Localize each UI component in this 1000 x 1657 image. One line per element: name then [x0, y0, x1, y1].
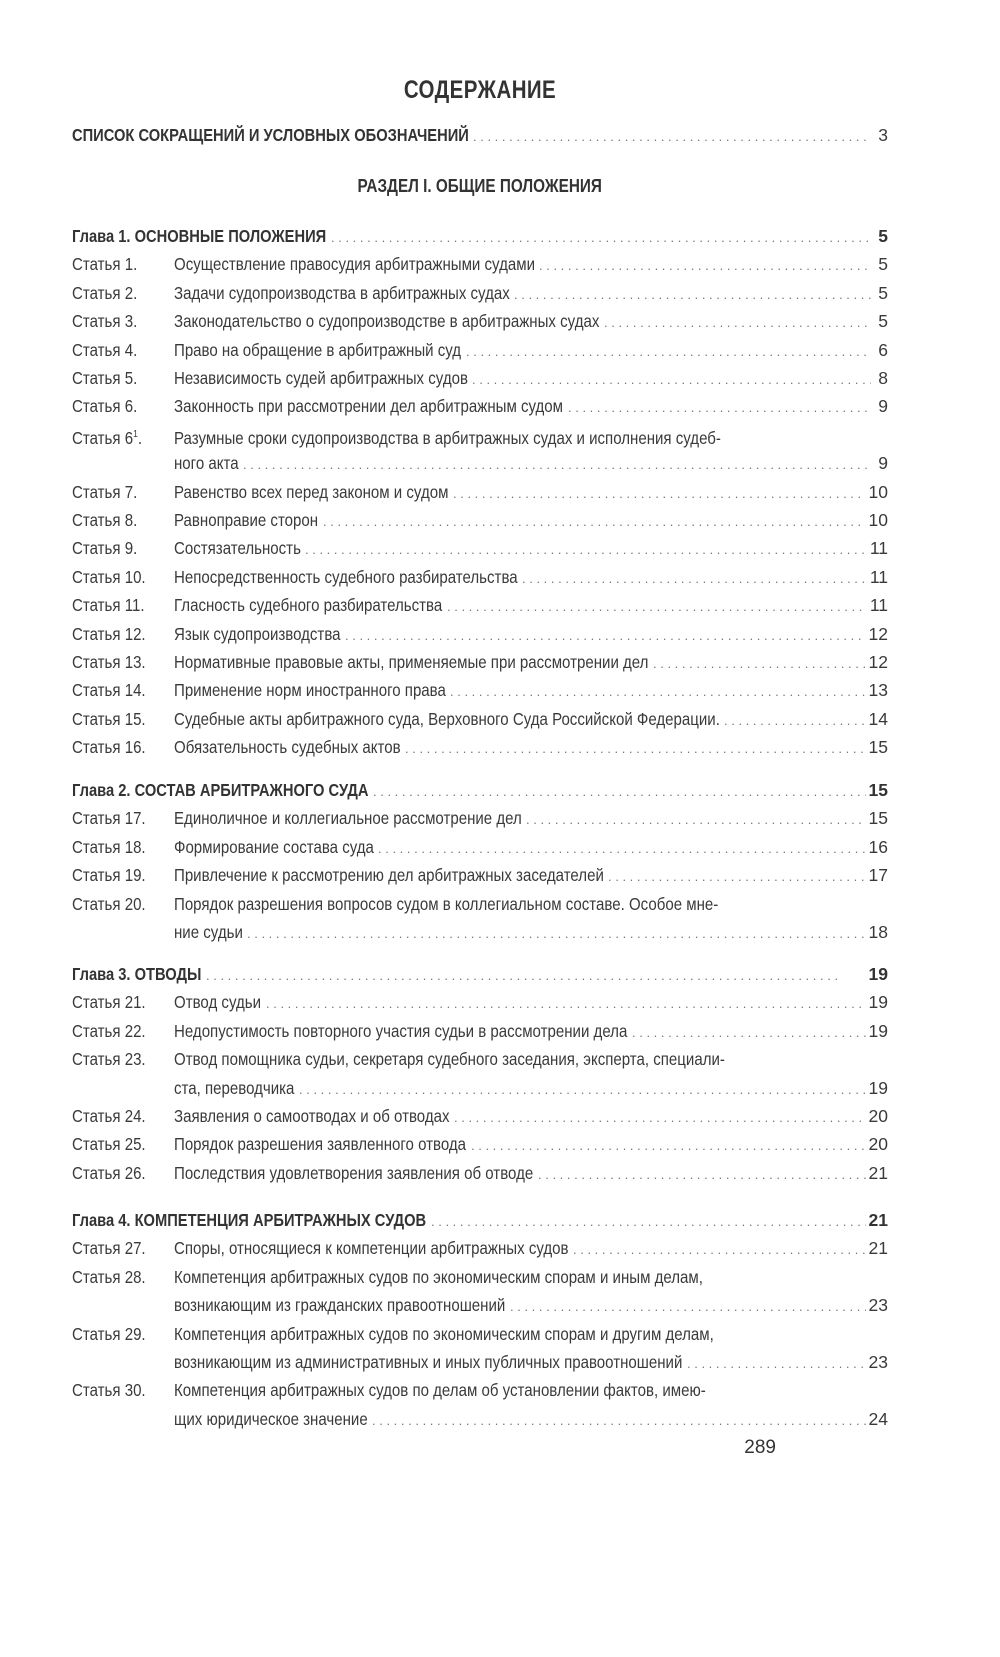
leader-dots [472, 366, 871, 394]
article-title: Задачи судопроизводства в арбитражных судах [174, 283, 510, 303]
page-number: 10 [868, 482, 888, 502]
page-number: 21 [868, 1238, 888, 1258]
toc-article[interactable] [72, 833, 888, 861]
chapter-title: ОСНОВНЫЕ ПОЛОЖЕНИЯ [134, 226, 327, 246]
chapter-title: СОСТАВ АРБИТРАЖНОГО СУДА [134, 780, 369, 800]
article-number: Статья 19. [72, 865, 146, 885]
leader-dots [568, 394, 871, 422]
page-number: 10 [868, 510, 888, 530]
article-title: ного акта [174, 453, 239, 473]
article-number: Статья 23. [72, 1049, 146, 1069]
toc-article[interactable] [72, 534, 888, 562]
page-number: 11 [869, 567, 888, 587]
toc-article-continuation[interactable] [72, 449, 888, 477]
leader-dots [372, 1407, 866, 1435]
page-number: 11 [869, 538, 888, 558]
page-number: 14 [868, 709, 888, 729]
article-title: Обязательность судебных актов [174, 737, 401, 757]
leader-dots [538, 1161, 866, 1189]
toc-article[interactable] [72, 1263, 888, 1291]
page-number: 20 [868, 1134, 888, 1154]
leader-dots [450, 678, 866, 706]
toc-article[interactable] [72, 1130, 888, 1158]
article-number: Статья 24. [72, 1106, 146, 1126]
leader-dots [604, 309, 871, 337]
article-number: Статья 5. [72, 368, 138, 388]
leader-dots [453, 480, 866, 508]
toc-article[interactable] [72, 648, 888, 676]
toc-chapter[interactable] [72, 960, 888, 988]
article-number: Статья 14. [72, 680, 146, 700]
page-number: 9 [878, 396, 888, 416]
page-number: 21 [868, 1163, 888, 1183]
leader-dots [510, 1293, 866, 1321]
leader-dots [378, 835, 866, 863]
article-title: Последствия удовлетворения заявления об отводе [174, 1163, 534, 1183]
article-title: Непосредственность судебного разбирательства [174, 567, 518, 587]
toc-article[interactable] [72, 620, 888, 648]
toc-article[interactable] [72, 733, 888, 761]
page-number: 15 [868, 780, 888, 800]
article-title: Законность при рассмотрении дел арбитражным судом [174, 396, 564, 416]
article-title: ста, переводчика [174, 1078, 295, 1098]
article-number: Статья 28. [72, 1267, 146, 1287]
leader-dots [632, 1019, 866, 1047]
article-title: Право на обращение в арбитражный суд [174, 340, 462, 360]
article-title: Независимость судей арбитражных судов [174, 368, 468, 388]
leader-dots [573, 1236, 866, 1264]
toc-article[interactable] [72, 676, 888, 704]
toc-article[interactable] [72, 890, 888, 918]
toc-article[interactable] [72, 1320, 888, 1348]
article-title: ние судьи [174, 922, 243, 942]
chapter-title: КОМПЕТЕНЦИЯ АРБИТРАЖНЫХ СУДОВ [134, 1210, 427, 1230]
article-title: Компетенция арбитражных судов по экономическим спорам и другим делам, [174, 1324, 714, 1344]
page-number: 11 [869, 595, 888, 615]
article-number: Статья $6^1$. [72, 428, 143, 448]
article-title: щих юридическое значение [174, 1409, 368, 1429]
toc-article-continuation[interactable] [72, 1291, 888, 1319]
article-title: Язык судопроизводства [174, 624, 341, 644]
article-title: Споры, относящиеся к компетенции арбитражных судов [174, 1238, 569, 1258]
page-number: 24 [868, 1409, 888, 1429]
article-title: Применение норм иностранного права [174, 680, 446, 700]
toc-article[interactable] [72, 1102, 888, 1130]
article-title: Равноправие сторон [174, 510, 319, 530]
page-title: СОДЕРЖАНИЕ [403, 76, 557, 104]
page-number: 5 [878, 283, 888, 303]
page-number: 13 [868, 680, 888, 700]
toc-article[interactable] [72, 1234, 888, 1262]
section-heading: РАЗДЕЛ I. ОБЩИЕ ПОЛОЖЕНИЯ [357, 176, 603, 196]
leader-dots [466, 338, 871, 366]
page-number: 12 [868, 624, 888, 644]
page-number: 9 [878, 453, 888, 473]
article-number: Статья 1. [72, 254, 138, 274]
leader-dots [405, 735, 866, 763]
article-number: Статья 15. [72, 709, 146, 729]
leader-dots [373, 778, 866, 806]
page-folio: 289 [744, 1437, 776, 1458]
article-number: Статья 7. [72, 482, 138, 502]
page-number: 19 [868, 1078, 888, 1098]
article-title: Разумные сроки судопроизводства в арбитражных судах и исполнения судеб- [174, 428, 721, 448]
toc-article-continuation[interactable] [72, 918, 888, 946]
article-number: Статья 2. [72, 283, 138, 303]
leader-dots [514, 281, 871, 309]
toc-chapter[interactable] [72, 222, 888, 250]
leader-dots [323, 508, 866, 536]
article-title: Заявления о самоотводах и об отводах [174, 1106, 450, 1126]
chapter-title: ОТВОДЫ [134, 964, 202, 984]
leader-dots [331, 224, 871, 252]
leader-dots [266, 990, 866, 1018]
leader-dots [431, 1208, 866, 1236]
leader-dots [243, 451, 871, 479]
page-number: 19 [868, 1021, 888, 1041]
page-number: 5 [878, 254, 888, 274]
leader-dots [653, 650, 866, 678]
article-title: Порядок разрешения заявленного отвода [174, 1134, 467, 1154]
toc-entry-label: СПИСОК СОКРАЩЕНИЙ И УСЛОВНЫХ ОБОЗНАЧЕНИЙ [72, 125, 469, 145]
leader-dots [608, 863, 866, 891]
page-number: 19 [868, 964, 888, 984]
toc-article[interactable] [72, 506, 888, 534]
page-number: 12 [868, 652, 888, 672]
article-title: возникающим из административных и иных публичных правоотношений [174, 1352, 683, 1372]
page-number: 5 [878, 311, 888, 331]
leader-dots [247, 920, 866, 948]
page-number: 5 [878, 226, 888, 246]
toc-article[interactable] [72, 250, 888, 278]
article-title: Формирование состава суда [174, 837, 374, 857]
leader-dots [447, 593, 867, 621]
page-number: 23 [868, 1352, 888, 1372]
toc-article[interactable] [72, 1159, 888, 1187]
toc-article[interactable] [72, 307, 888, 335]
page-number: 20 [868, 1106, 888, 1126]
toc-entry-abbreviations[interactable] [72, 121, 888, 149]
chapter-prefix: Глава 1. [72, 226, 131, 246]
toc-article[interactable] [72, 804, 888, 832]
article-title: Осуществление правосудия арбитражными судами [174, 254, 535, 274]
article-title: Равенство всех перед законом и судом [174, 482, 449, 502]
leader-dots [539, 252, 871, 280]
toc-article-continuation[interactable] [72, 1348, 888, 1376]
article-number: Статья 30. [72, 1380, 146, 1400]
leader-dots [305, 536, 867, 564]
leader-dots [526, 806, 866, 834]
article-number: Статья 13. [72, 652, 146, 672]
toc-article[interactable] [72, 705, 888, 733]
page-number: 15 [868, 737, 888, 757]
article-number: Статья 17. [72, 808, 146, 828]
toc-article[interactable] [72, 1376, 888, 1404]
toc-article[interactable] [72, 336, 888, 364]
article-title: Привлечение к рассмотрению дел арбитражных заседателей [174, 865, 604, 885]
leader-dots [471, 1132, 866, 1160]
toc-article-continuation[interactable] [72, 1074, 888, 1102]
article-title: Компетенция арбитражных судов по делам об установлении фактов, имею- [174, 1380, 706, 1400]
toc-article[interactable] [72, 591, 888, 619]
article-number: Статья 16. [72, 737, 146, 757]
article-title: Единоличное и коллегиальное рассмотрение дел [174, 808, 522, 828]
article-number: Статья 22. [72, 1021, 146, 1041]
page-number: 6 [878, 340, 888, 360]
article-title: Отвод судьи [174, 992, 262, 1012]
toc-chapter[interactable] [72, 1206, 888, 1234]
page-number: 18 [868, 922, 888, 942]
chapter-prefix: Глава 4. [72, 1210, 131, 1230]
article-number: Статья 27. [72, 1238, 146, 1258]
article-number: Статья 3. [72, 311, 138, 331]
article-title: Отвод помощника судьи, секретаря судебного заседания, эксперта, специали- [174, 1049, 725, 1069]
article-number: Статья 4. [72, 340, 138, 360]
toc-article[interactable] [72, 1045, 888, 1073]
leader-dots [454, 1104, 866, 1132]
article-number: Статья 25. [72, 1134, 146, 1154]
page-number: 23 [868, 1295, 888, 1315]
toc-article[interactable] [72, 392, 888, 420]
page-number: 3 [878, 125, 888, 145]
article-number: Статья 21. [72, 992, 146, 1012]
leader-dots [724, 707, 866, 735]
article-number: Статья 8. [72, 510, 138, 530]
article-title: Компетенция арбитражных судов по экономическим спорам и иным делам, [174, 1267, 703, 1287]
article-title: возникающим из гражданских правоотношений [174, 1295, 506, 1315]
leader-dots [687, 1350, 866, 1378]
toc-article[interactable] [72, 861, 888, 889]
article-number: Статья 12. [72, 624, 146, 644]
page-number: 17 [868, 865, 888, 885]
toc-article[interactable] [72, 988, 888, 1016]
leader-dots [522, 565, 867, 593]
article-title: Недопустимость повторного участия судьи в рассмотрении дела [174, 1021, 628, 1041]
chapter-prefix: Глава 3. [72, 964, 131, 984]
page-number: 16 [868, 837, 888, 857]
chapter-prefix: Глава 2. [72, 780, 131, 800]
page-number: 15 [868, 808, 888, 828]
toc-article[interactable] [72, 364, 888, 392]
article-number: Статья 6. [72, 396, 138, 416]
article-number: Статья 20. [72, 894, 146, 914]
page-number: 8 [878, 368, 888, 388]
page-number: 21 [868, 1210, 888, 1230]
leader-dots [206, 962, 866, 990]
article-number: Статья 18. [72, 837, 146, 857]
toc-article[interactable] [72, 478, 888, 506]
toc-article[interactable] [72, 563, 888, 591]
toc-article[interactable] [72, 1017, 888, 1045]
toc-chapter[interactable] [72, 776, 888, 804]
article-number: Статья 26. [72, 1163, 146, 1183]
toc-article-continuation[interactable] [72, 1405, 888, 1433]
page-number: 19 [868, 992, 888, 1012]
leader-dots [299, 1076, 866, 1104]
article-number: Статья 10. [72, 567, 146, 587]
article-title: Порядок разрешения вопросов судом в коллегиальном составе. Особое мне- [174, 894, 719, 914]
article-title: Законодательство о судопроизводстве в арбитражных судах [174, 311, 600, 331]
article-number: Статья 11. [72, 595, 145, 615]
article-number: Статья 9. [72, 538, 138, 558]
leader-dots [473, 123, 871, 151]
article-title: Судебные акты арбитражного суда, Верховного Суда Российской Федерации. [174, 709, 720, 729]
toc-article[interactable] [72, 421, 888, 449]
article-title: Состязательность [174, 538, 301, 558]
leader-dots [345, 622, 866, 650]
article-number: Статья 29. [72, 1324, 146, 1344]
article-title: Гласность судебного разбирательства [174, 595, 443, 615]
article-title: Нормативные правовые акты, применяемые при рассмотрении дел [174, 652, 649, 672]
toc-article[interactable] [72, 279, 888, 307]
